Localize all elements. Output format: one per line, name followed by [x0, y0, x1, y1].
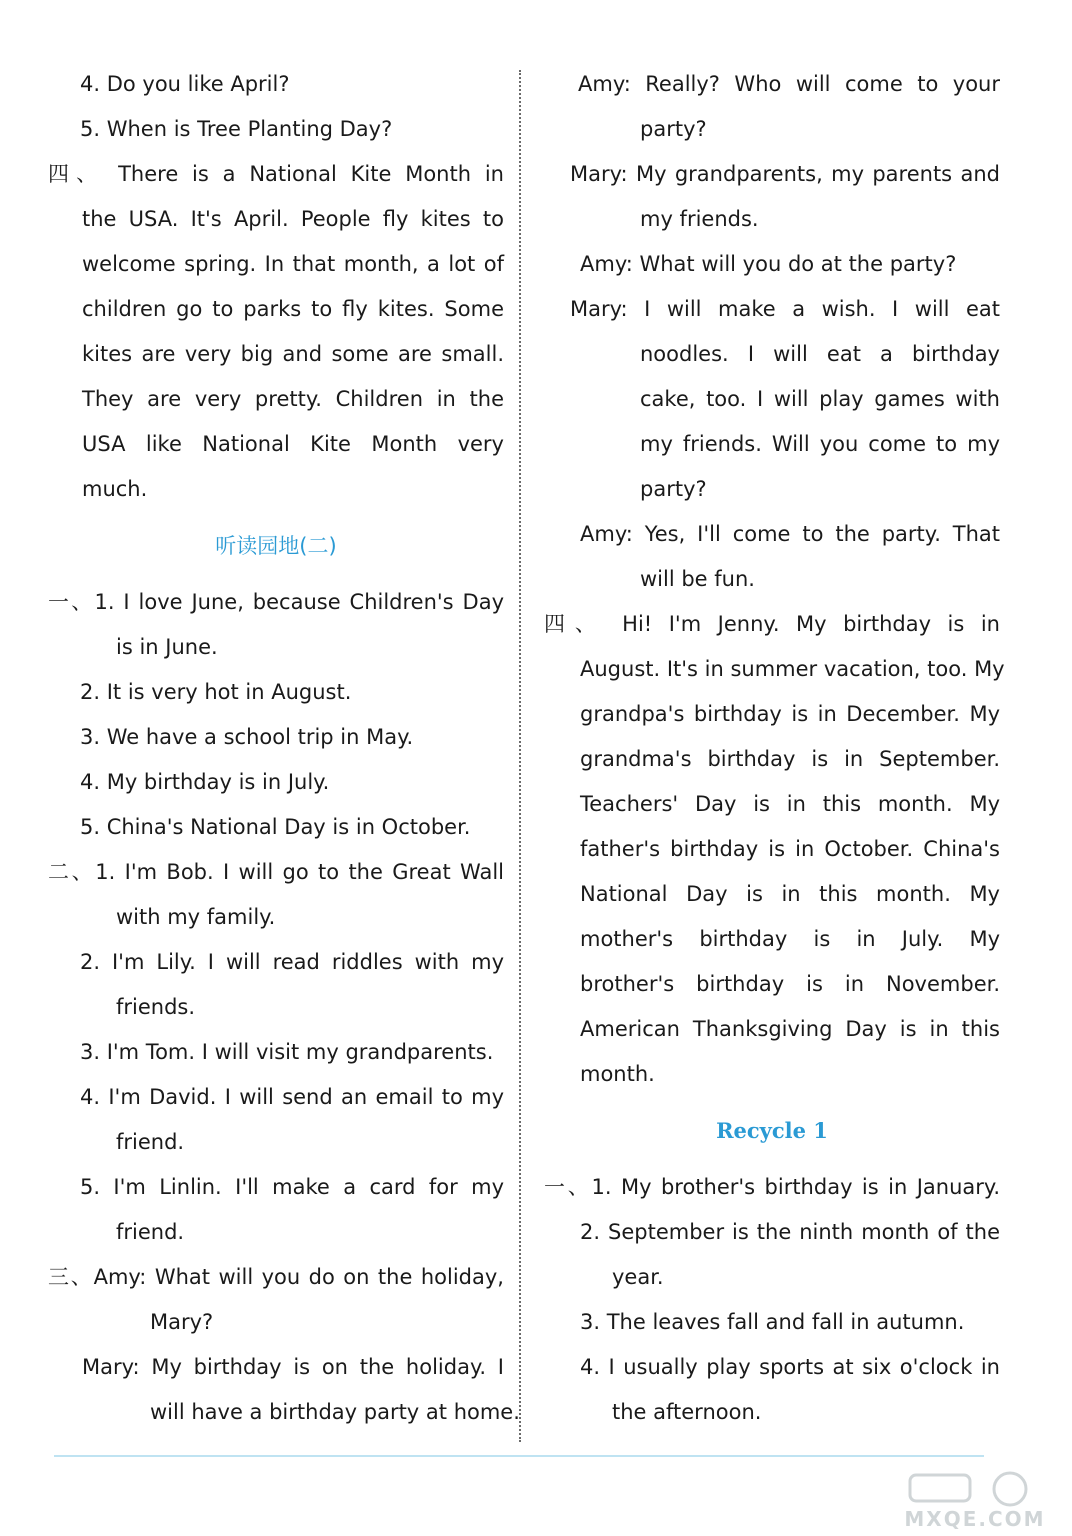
text-line: cake, too. I will play games with — [640, 387, 1000, 411]
text-line: noodles. I will eat a birthday — [640, 342, 1000, 366]
text-line: 2. I'm Lily. I will read riddles with my — [80, 950, 504, 974]
text-line: 二、1. I'm Bob. I will go to the Great Wall — [48, 860, 504, 884]
text-line: 4. Do you like April? — [80, 72, 290, 96]
text-line: my friends. Will you come to my — [640, 432, 1000, 456]
text-line: grandpa's birthday is in December. My — [580, 702, 1000, 726]
text-line: Mary? — [150, 1310, 214, 1334]
text-line: Amy: Yes, I'll come to the party. That — [580, 522, 1000, 546]
left-column — [48, 62, 520, 1435]
text-line: American Thanksgiving Day is in this — [580, 1017, 1000, 1041]
text-line: 4. My birthday is in July. — [80, 770, 330, 794]
text-line: Mary: My birthday is on the holiday. I — [82, 1355, 504, 1379]
text-line: 5. I'm Linlin. I'll make a card for my — [80, 1175, 504, 1199]
text-line: Teachers' Day is in this month. My — [580, 792, 1000, 816]
text-line: 5. China's National Day is in October. — [80, 815, 471, 839]
text-line: father's birthday is in October. China's — [580, 837, 1000, 861]
text-line: children go to parks to fly kites. Some — [82, 297, 504, 321]
text-line: is in June. — [116, 635, 218, 659]
text-line: my friends. — [640, 207, 759, 231]
bottom-rule — [54, 1455, 984, 1457]
text-line: 三、Amy: What will you do on the holiday, — [48, 1265, 504, 1289]
text-line: Amy: What will you do at the party? — [580, 252, 957, 276]
text-line: 3. We have a school trip in May. — [80, 725, 414, 749]
text-line: will be fun. — [640, 567, 755, 591]
text-line: month. — [580, 1062, 655, 1086]
text-line: kites are very big and some are small. — [82, 342, 504, 366]
text-line: Mary: I will make a wish. I will eat — [570, 297, 1000, 321]
text-line: 3. I'm Tom. I will visit my grandparents. — [80, 1040, 494, 1064]
watermark-text: MXQE.COM — [904, 1507, 1046, 1531]
text-line: Mary: My grandparents, my parents and — [570, 162, 1000, 186]
column-divider — [519, 70, 521, 1442]
text-line: They are very pretty. Children in the — [82, 387, 504, 411]
text-line: August. It's in summer vacation, too. My — [580, 657, 1005, 681]
text-line: 5. When is Tree Planting Day? — [80, 117, 393, 141]
text-line: 一、1. I love June, because Children's Day — [48, 590, 504, 614]
text-line: 四、 Hi! I'm Jenny. My birthday is in — [544, 612, 1000, 636]
section-heading: Recycle 1 — [716, 1118, 828, 1143]
text-line: 四、 There is a National Kite Month in — [48, 162, 504, 186]
text-line: much. — [82, 477, 148, 501]
text-line: USA like National Kite Month very — [82, 432, 504, 456]
text-line: 一、1. My brother's birthday is in January. — [544, 1175, 1000, 1199]
text-line: friend. — [116, 1130, 185, 1154]
text-line: the afternoon. — [612, 1400, 762, 1424]
text-line: 4. I'm David. I will send an email to my — [80, 1085, 504, 1109]
text-line: National Day is in this month. My — [580, 882, 1000, 906]
section-heading: 听读园地(二) — [215, 534, 337, 558]
text-line: 3. The leaves fall and fall in autumn. — [580, 1310, 965, 1334]
text-line: Amy: Really? Who will come to your — [578, 72, 1000, 96]
text-line: the USA. It's April. People fly kites to — [82, 207, 504, 231]
right-column — [544, 62, 1005, 1435]
text-line: 2. It is very hot in August. — [80, 680, 352, 704]
text-line: party? — [640, 117, 707, 141]
text-line: grandma's birthday is in September. — [580, 747, 1000, 771]
text-line: 2. September is the ninth month of the — [580, 1220, 1000, 1244]
text-line: friend. — [116, 1220, 185, 1244]
text-line: party? — [640, 477, 707, 501]
text-line: brother's birthday is in November. — [580, 972, 1000, 996]
watermark-logo — [890, 1465, 1060, 1531]
text-line: welcome spring. In that month, a lot of — [82, 252, 504, 276]
text-line: 4. I usually play sports at six o'clock in — [580, 1355, 1000, 1379]
text-line: friends. — [116, 995, 196, 1019]
text-line: will have a birthday party at home. — [150, 1400, 520, 1424]
text-line: year. — [612, 1265, 664, 1289]
text-line: with my family. — [116, 905, 276, 929]
text-line: mother's birthday is in July. My — [580, 927, 1000, 951]
